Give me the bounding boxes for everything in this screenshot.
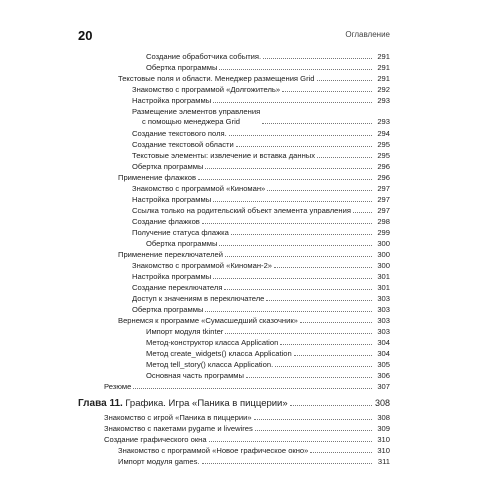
dot-leader [274, 267, 372, 268]
toc-entry [132, 195, 390, 204]
toc-entry-page: 303 [377, 305, 390, 314]
toc-entry-page: 304 [377, 349, 390, 358]
toc-entry [118, 446, 390, 455]
toc-entry-title: Ссылка только на родительский объект элемента управления [132, 206, 351, 215]
dot-leader [254, 419, 372, 420]
toc-entry-page: 305 [377, 360, 390, 369]
toc-entry-title: Знакомство с пакетами pygame и livewires [104, 424, 253, 433]
dot-leader [246, 377, 372, 378]
toc-entry-title: Метод tell_story() класса Application. [146, 360, 274, 369]
page-number: 20 [78, 28, 93, 43]
dot-leader [262, 123, 372, 124]
toc-entry-page: 308 [374, 398, 390, 408]
toc-entry [132, 305, 390, 314]
toc-entry-page: 291 [377, 74, 390, 83]
toc-entry-title: Вернемся к программе «Сумасшедший сказочник» [118, 316, 298, 325]
dot-leader [209, 441, 372, 442]
toc-entry [132, 283, 390, 292]
toc-entry [146, 371, 390, 380]
toc-entry-page: 307 [377, 382, 390, 391]
toc-entry-page: 310 [377, 446, 390, 455]
toc-entry-page: 298 [377, 217, 390, 226]
toc-entry-title: Обертка программы [146, 63, 218, 72]
toc-entry-page: 300 [377, 261, 390, 270]
toc-entry-title: Применение флажков [118, 173, 197, 182]
toc-entry-title-line: с помощью менеджера Grid [142, 116, 241, 126]
toc-entry [146, 327, 390, 336]
dot-leader [219, 245, 372, 246]
toc-entry-page: 301 [377, 283, 390, 292]
dot-leader [263, 58, 372, 59]
toc-entry-title: Настройка программы [132, 272, 212, 281]
toc-entry-page: 300 [377, 239, 390, 248]
toc-entry [118, 173, 390, 182]
toc-entry [132, 261, 390, 270]
toc-entry [132, 162, 390, 171]
toc-entry [104, 413, 390, 422]
dot-leader [219, 69, 372, 70]
toc-entry-title: Настройка программы [132, 195, 212, 204]
dot-leader [231, 234, 372, 235]
toc-entry-page: 291 [377, 63, 390, 72]
toc-entry [118, 74, 390, 83]
toc-entry [146, 338, 390, 347]
dot-leader [266, 300, 372, 301]
toc-entry [146, 52, 390, 61]
dot-leader [198, 179, 372, 180]
dot-leader [290, 405, 372, 406]
toc-entry-page: 294 [377, 129, 390, 138]
toc-entry-page: 291 [377, 52, 390, 61]
toc-entry [146, 63, 390, 72]
dot-leader [202, 223, 372, 224]
toc-entry [132, 96, 390, 105]
toc-entry [104, 435, 390, 444]
toc-entry [104, 424, 390, 433]
toc-entry-page: 295 [377, 140, 390, 149]
toc-entry-page: 301 [377, 272, 390, 281]
dot-leader [229, 135, 372, 136]
toc-entry-page: 297 [377, 184, 390, 193]
toc-entry [146, 239, 390, 248]
toc-entry-page: 303 [377, 294, 390, 303]
toc-entry [132, 217, 390, 226]
toc-entry-page: 300 [377, 250, 390, 259]
toc-entry [146, 349, 390, 358]
toc-entry-page: 311 [377, 457, 390, 466]
toc-entry-title: Создание текстовой области [132, 140, 234, 149]
dot-leader [202, 463, 372, 464]
toc-entry [104, 382, 390, 391]
toc-entry-page: 306 [377, 371, 390, 380]
toc-entry-title: Создание переключателя [132, 283, 223, 292]
toc-entry-title: Применение переключателей [118, 250, 223, 259]
toc-entry-title: Основная часть программы [146, 371, 244, 380]
dot-leader [255, 430, 372, 431]
dot-leader [317, 80, 372, 81]
toc-entry-page: 303 [377, 327, 390, 336]
toc-entry-title: Знакомство с программой «Новое графическое окно» [118, 446, 309, 455]
toc-entry [132, 272, 390, 281]
toc-entry [118, 316, 390, 325]
toc-entry-page: 296 [377, 173, 390, 182]
toc-entry-page: 309 [377, 424, 390, 433]
dot-leader [280, 344, 372, 345]
toc-entry-title: Знакомство с игрой «Паника в пиццерии» [104, 413, 252, 422]
dot-leader [282, 91, 372, 92]
toc-entry [132, 151, 390, 160]
toc-entry-title: Знакомство с программой «Киноман» [132, 184, 266, 193]
toc-entry-title: Настройка программы [132, 96, 212, 105]
dot-leader [205, 168, 372, 169]
toc-entry-title: Доступ к значениям в переключателе [132, 294, 265, 303]
toc-entry-title: Обертка программы [132, 162, 204, 171]
chapter-title: Графика. Игра «Паника в пиццерии» [125, 398, 288, 409]
dot-leader [267, 190, 372, 191]
dot-leader [213, 102, 372, 103]
dot-leader [236, 146, 372, 147]
dot-leader [225, 333, 372, 334]
toc-entry-page: 297 [377, 206, 390, 215]
toc-entry-title: Обертка программы [132, 305, 204, 314]
dot-leader [224, 289, 372, 290]
toc-entry [118, 457, 390, 466]
toc-entry [118, 250, 390, 259]
dot-leader [213, 201, 372, 202]
toc-entry-page: 296 [377, 162, 390, 171]
toc-entry-title: Знакомство с программой «Долгожитель» [132, 85, 281, 94]
toc-entry [132, 140, 390, 149]
toc-entry-page: 303 [377, 316, 390, 325]
toc-entry [132, 129, 390, 138]
toc-entry-page: 295 [377, 151, 390, 160]
dot-leader [317, 157, 372, 158]
dot-leader [205, 311, 372, 312]
toc-entry-title: Знакомство с программой «Киноман-2» [132, 261, 273, 270]
dot-leader [353, 212, 372, 213]
dot-leader [275, 366, 372, 367]
toc-entry-page: 310 [377, 435, 390, 444]
dot-leader [213, 278, 372, 279]
toc-entry [132, 228, 390, 237]
toc-entry-title: Резюме [104, 382, 132, 391]
toc-entry-page: 293 [377, 117, 390, 126]
toc-entry-page: 299 [377, 228, 390, 237]
toc-entry-title: Текстовые поля и области. Менеджер размещения Grid [118, 74, 315, 83]
toc-entry-title: Создание текстового поля. [132, 129, 227, 138]
toc-entry [132, 107, 390, 126]
toc-entry-title: Импорт модуля games. [118, 457, 200, 466]
dot-leader [133, 388, 372, 389]
toc-entry [132, 294, 390, 303]
toc-entry-title [132, 107, 260, 126]
toc-entry-title: Получение статуса флажка [132, 228, 229, 237]
toc-entry [146, 360, 390, 369]
dot-leader [225, 256, 372, 257]
toc-entry-title-line: Размещение элементов управления [132, 107, 261, 116]
toc-entry [132, 206, 390, 215]
toc-chapter-entry [78, 399, 390, 408]
toc-entry-page: 297 [377, 195, 390, 204]
toc-entry-title: Метод create_widgets() класса Application [146, 349, 292, 358]
running-title: Оглавление [345, 30, 390, 39]
chapter-heading [78, 399, 288, 408]
toc-entry-title: Текстовые элементы: извлечение и вставка данных [132, 151, 316, 160]
toc-entry-page: 308 [377, 413, 390, 422]
toc-entry [132, 85, 390, 94]
toc-entry-title: Создание графического окна [104, 435, 207, 444]
toc-entry-page: 304 [377, 338, 390, 347]
toc-entry-page: 293 [377, 96, 390, 105]
toc-entry-page: 292 [377, 85, 390, 94]
toc-entry-title: Обертка программы [146, 239, 218, 248]
dot-leader [294, 355, 372, 356]
toc-entry-title: Создание флажков [132, 217, 200, 226]
dot-leader [310, 452, 372, 453]
dot-leader [300, 322, 372, 323]
chapter-number: Глава 11. [78, 398, 123, 409]
toc-entry [132, 184, 390, 193]
toc-entry-title: Создание обработчика события. [146, 52, 262, 61]
toc-entry-title: Импорт модуля tkinter [146, 327, 224, 336]
toc-entry-title: Метод-конструктор класса Application [146, 338, 279, 347]
